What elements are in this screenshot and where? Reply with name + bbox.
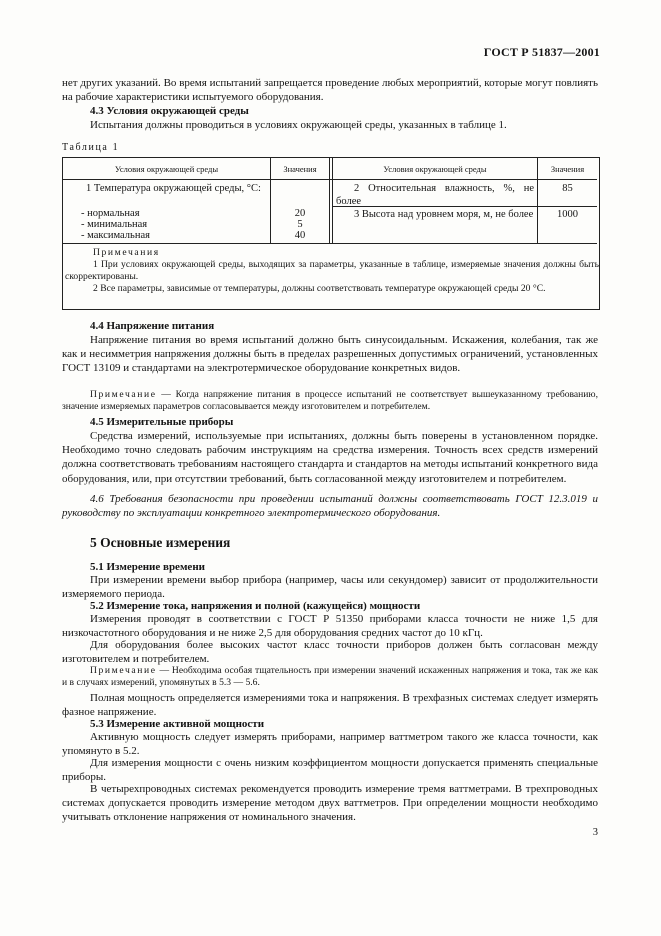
page-number: 3 xyxy=(592,827,598,838)
table-header-conditions-2: Условия окружающей среды xyxy=(383,164,487,174)
section-4-3-title: 4.3 Условия окружающей среды xyxy=(90,105,249,117)
section-4-4-title: 4.4 Напряжение питания xyxy=(90,320,215,332)
table-header-values-1: Значения xyxy=(283,164,317,174)
value-temperature-max: 40 xyxy=(294,230,306,241)
row-temperature-label: 1 Температура окружающей среды, °С: xyxy=(86,183,261,194)
section-5-3-paragraph-1: Активную мощность следует измерять приборами, например ваттметром такого же класса точности, как упомянуто в 5.2. xyxy=(62,731,598,758)
table-note-1: 1 При условиях окружающей среды, выходящих за параметры, указанные в таблице, измеряемые значения должны быть скорректированы. xyxy=(65,259,599,282)
table-notes-title: Примечания xyxy=(93,247,160,258)
section-5-2-title: 5.2 Измерение тока, напряжения и полной (кажущейся) мощности xyxy=(90,600,421,612)
section-5-3-paragraph-2: Для измерения мощности с очень низким коэффициентом мощности допускается применять специальные приборы. xyxy=(62,757,598,784)
section-5-2-note xyxy=(62,665,598,689)
value-altitude: 1000 xyxy=(557,209,578,220)
section-4-5-title: 4.5 Измерительные приборы xyxy=(90,416,234,428)
section-4-4-text: Напряжение питания во время испытаний должно быть синусоидальным. Искажения, колебания, так же как и несимметрия напряжения должны быть в пределах разрешенных допустимых ограничений, установленных ГОСТ 13109 и стандартами на электротермическое оборудование конкретных видов. xyxy=(62,334,598,375)
value-humidity: 85 xyxy=(562,183,573,194)
section-5-1-text: При измерении времени выбор прибора (например, часы или секундомер) зависит от продолжительности измеряемого периода. xyxy=(62,574,598,601)
table-caption: Таблица 1 xyxy=(62,142,120,153)
section-4-5-text: Средства измерений, используемые при испытаниях, должны быть поверены в установленном порядке. Необходимо точно следовать рабочим инструкциям на средства измерения. Точность всех средств измерений должна соответствовать требованиям настоящего стандарта и стандартов на методы испытаний конкретного вида оборудования, или, при отсутствии требований, быть согласованной между изготовителем и потребителем. xyxy=(62,430,598,485)
note-text: — Когда напряжение питания в процессе испытаний не соответствует вышеуказанному требованию, значение измеряемых параметров согласовывается между изготовителем и потребителем. xyxy=(62,389,598,412)
table-header-values-2: Значения xyxy=(550,164,585,174)
section-5-2-paragraph-3: Полная мощность определяется измерениями тока и напряжения. В трехфазных системах следует измерять фазное напряжение. xyxy=(62,692,598,719)
section-4-4-note xyxy=(62,389,598,413)
table-header-conditions-1: Условия окружающей среды xyxy=(114,164,219,174)
document-header: ГОСТ Р 51837—2001 xyxy=(483,45,600,59)
intro-paragraph: нет других указаний. Во время испытаний запрещается проведение любых мероприятий, которые могут повлиять на рабочие характеристики испытуемого оборудования. xyxy=(62,77,598,104)
value-temperature-normal: 20 xyxy=(294,208,306,219)
conditions-table xyxy=(62,157,600,310)
note-label: Примечание xyxy=(90,389,157,400)
section-5-1-title: 5.1 Измерение времени xyxy=(90,561,205,573)
section-5-3-paragraph-3: В четырехпроводных системах рекомендуется проводить измерение тремя ваттметрами. В трехпроводных системах допускается проводить измерение методом двух ваттметров. При определении мощности необходимо учитывать отклонение напряжения от номинального значения. xyxy=(62,783,598,824)
section-4-3-text: Испытания должны проводиться в условиях окружающей среды, указанных в таблице 1. xyxy=(90,119,507,131)
note-text: — Необходима особая тщательность при измерении значений искаженных напряжения и тока, так же как и в случаях измерений, упомянутых в 5.3 — 5.6. xyxy=(62,665,598,688)
section-5-3-title: 5.3 Измерение активной мощности xyxy=(90,718,265,730)
table-note-2: 2 Все параметры, зависимые от температуры, должны соответствовать температуре окружающей среды 20 °С. xyxy=(93,283,546,294)
section-5-2-paragraph-1: Измерения проводят в соответствии с ГОСТ Р 51350 приборами класса точности не ниже 1,5 для низкочастотного оборудования и не ниже 2,5 для оборудования средних частот до 10 кГц. xyxy=(62,613,598,640)
section-5-2-paragraph-2: Для оборудования более высоких частот класс точности приборов должен быть согласован между изготовителем и потребителем. xyxy=(62,639,598,666)
section-5-title: 5 Основные измерения xyxy=(90,535,231,550)
section-4-6-text: 4.6 Требования безопасности при проведении испытаний должны соответствовать ГОСТ 12.3.019 и руководству по эксплуатации конкретного электротермического оборудования. xyxy=(62,493,598,520)
row-altitude-label: 3 Высота над уровнем моря, м, не более xyxy=(354,209,534,220)
row-temperature-max: - максимальная xyxy=(81,230,150,241)
row-temperature-min: - минимальная xyxy=(81,219,148,230)
value-temperature-min: 5 xyxy=(297,219,303,230)
row-humidity-label: 2 Относительная влажность, %, не более xyxy=(336,183,534,207)
row-temperature-normal: - нормальная xyxy=(81,208,140,219)
note-label: Примечание xyxy=(90,665,157,676)
